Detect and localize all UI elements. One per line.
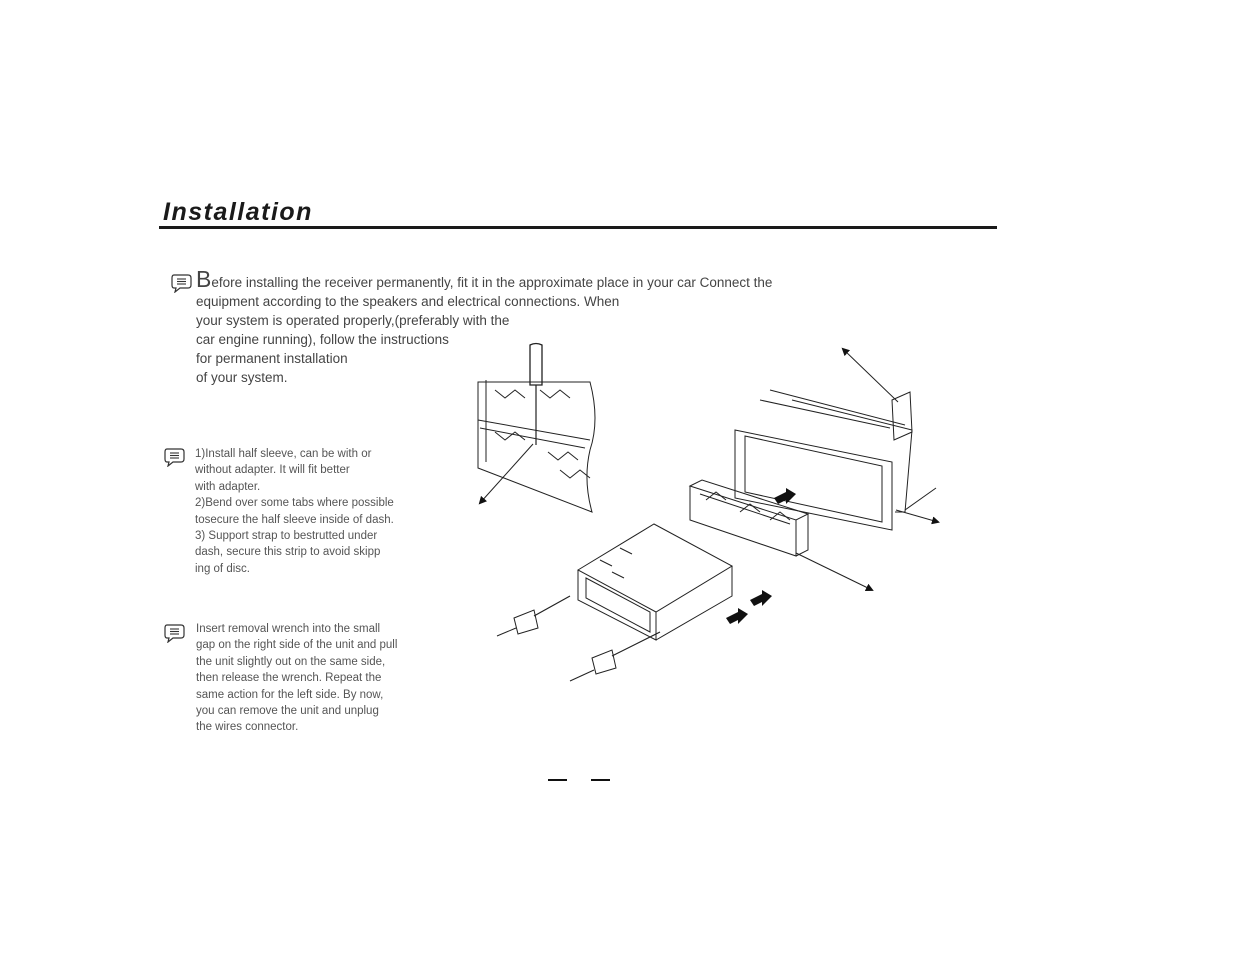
note-bubble-icon: [164, 447, 186, 467]
page-title: Installation: [163, 198, 313, 226]
note2-line: you can remove the unit and unplug: [196, 705, 379, 718]
note1-line: ing of disc.: [195, 562, 250, 575]
note1-line: 1)Install half sleeve, can be with or: [195, 448, 372, 460]
note2-line: the unit slightly out on the same side,: [196, 655, 386, 668]
note1-line: dash, secure this strip to avoid skipp: [195, 546, 381, 559]
note-bubble-icon: [164, 623, 186, 643]
note1-line: tosecure the half sleeve inside of dash.: [195, 513, 394, 526]
note1-line: without adapter. It will fit better: [195, 464, 350, 477]
note2-line: same action for the left side. By now,: [196, 688, 384, 701]
page-number-dash: [548, 779, 567, 781]
intro-line-0: Before installing the receiver permanently, fit it in the approximate place in your car Connect the: [196, 266, 773, 292]
half-sleeve-illustration: [478, 344, 595, 513]
note2-line: Insert removal wrench into the small: [196, 623, 381, 635]
note2-line: gap on the right side of the unit and pull: [196, 639, 398, 652]
note2-line: the wires connector.: [196, 721, 299, 734]
intro-line-4: for permanent installation: [196, 351, 348, 366]
note1-line: 3) Support strap to bestrutted under: [195, 530, 378, 543]
title-rule: [159, 226, 997, 229]
intro-line-2: your system is operated properly,(preferably with the: [196, 313, 510, 328]
note1-line: 2)Bend over some tabs where possible: [195, 497, 394, 510]
intro-line-3: car engine running), follow the instructions: [196, 332, 449, 347]
note1-line: with adapter.: [195, 480, 261, 493]
mounting-sleeve-illustration: [690, 349, 938, 590]
removal-instructions: [196, 621, 397, 736]
note2-line: then release the wrench. Repeat the: [196, 672, 382, 685]
head-unit-illustration: [578, 524, 732, 640]
installation-diagram: [460, 338, 950, 693]
intro-dropcap: B: [196, 266, 212, 292]
page-number-dash: [591, 779, 610, 781]
intro-line-1: equipment according to the speakers and electrical connections. When: [196, 294, 620, 309]
note-bubble-icon: [171, 273, 193, 293]
removal-wrench-illustration: [497, 596, 660, 681]
sleeve-instructions: [195, 446, 394, 577]
intro-line-5: of your system.: [196, 370, 288, 385]
